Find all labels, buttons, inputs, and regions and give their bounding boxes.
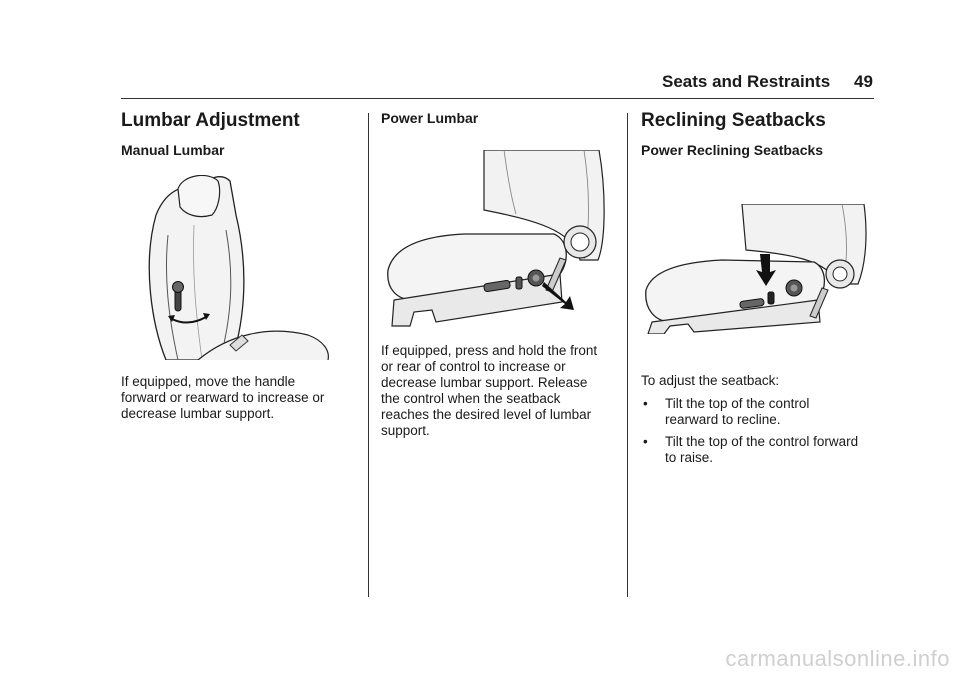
reclining-seatbacks-heading: Reclining Seatbacks — [641, 110, 826, 131]
recline-intro-text: To adjust the seatback: — [641, 373, 780, 388]
column-divider-2 — [627, 113, 628, 597]
page-number: 49 — [854, 72, 873, 91]
power-reclining-subheading: Power Reclining Seatbacks — [641, 142, 824, 158]
watermark: carmanualsonline.info — [725, 646, 950, 671]
column-divider-1 — [368, 113, 369, 597]
power-lumbar-seat-figure — [384, 150, 609, 328]
power-lumbar-heading: Power Lumbar — [381, 110, 479, 126]
bullet-text: Tilt the top of the control rearward to recline. — [665, 396, 810, 427]
manual-lumbar-subheading: Manual Lumbar — [121, 142, 225, 158]
power-lumbar-text: If equipped, press and hold the front or rear of control to increase or decrease lumbar support. Release the control when the seatback reaches the desired level of lumbar support. — [381, 343, 598, 438]
header-rule — [121, 98, 874, 99]
bullet-marker: • — [643, 396, 648, 411]
manual-lumbar-seat-figure — [138, 175, 330, 360]
manual-lumbar-text: If equipped, move the handle forward or rearward to increase or decrease lumbar support. — [121, 374, 325, 421]
section-title: Seats and Restraints — [662, 72, 831, 91]
bullet-marker: • — [643, 434, 648, 449]
power-recline-seat-figure — [642, 204, 868, 334]
bullet-text: Tilt the top of the control forward to raise. — [665, 434, 859, 465]
lumbar-adjustment-heading: Lumbar Adjustment — [121, 110, 300, 131]
